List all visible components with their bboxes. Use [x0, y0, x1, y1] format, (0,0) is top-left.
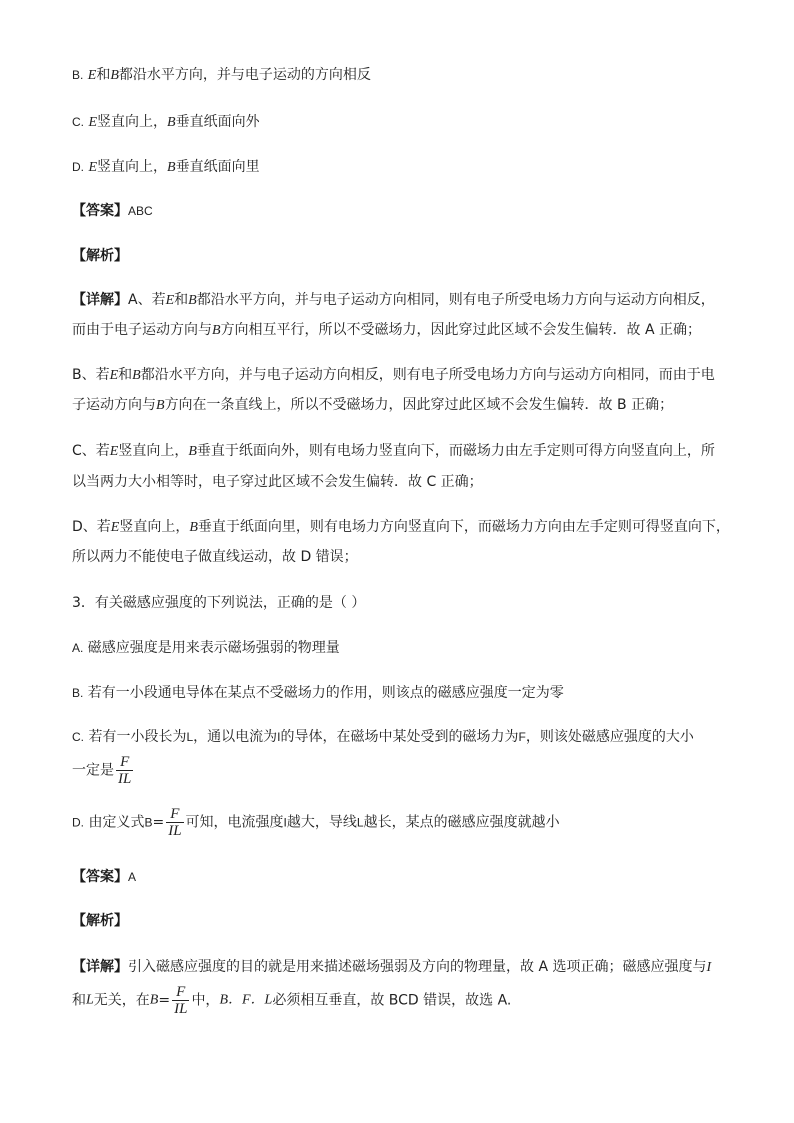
fraction-f-over-il: $\frac{F}{IL}$	[168, 806, 182, 839]
q2-option-d: D. E竖直向上，B垂直纸面向里	[72, 159, 260, 175]
q2-detail-p3-line1: C、若E竖直向上，B垂直于纸面向外，则有电场力竖直向下，而磁场力由左手定则可得方向竖直向上，所	[72, 443, 715, 459]
q3-analysis-label: 【解析】	[72, 913, 128, 929]
q3-detail-line2: 和L无关，在B= $\frac{F}{IL}$ 中，B．F．L必须相互垂直，故 BCD 错误，故选 A.	[72, 984, 512, 1017]
q3-option-a: A. 磁感应强度是用来表示磁场强弱的物理量	[72, 640, 340, 656]
q2-detail-p3-line2: 以当两力大小相等时，电子穿过此区域不会发生偏转．故 C 正确；	[72, 474, 483, 490]
q3-answer: 【答案】A	[72, 869, 137, 885]
q2-detail-p4-line1: D、若E竖直向上，B垂直于纸面向里，则有电场力方向竖直向下，而磁场力方向由左手定则可得竖直向下，	[72, 519, 730, 535]
q2-detail-p1-line2: 而由于电子运动方向与B方向相互平行，所以不受磁场力，因此穿过此区域不会发生偏转．故 A 正确；	[72, 322, 702, 338]
q3-stem: 3．有关磁感应强度的下列说法，正确的是（ ）	[72, 595, 366, 611]
fraction-f-over-il: $\frac{F}{IL}$	[174, 984, 188, 1017]
q2-analysis-label: 【解析】	[72, 248, 128, 264]
q3-option-c-line2: 一定是 $\frac{F}{IL}$	[72, 754, 132, 787]
q2-detail-p2-line1: B、若E和B都沿水平方向，并与电子运动方向相反，则有电子所受电场力方向与运动方向相同，而由于电	[72, 367, 715, 383]
q2-option-c: C. E竖直向上，B垂直纸面向外	[72, 114, 260, 130]
q2-answer: 【答案】ABC	[72, 203, 153, 219]
q2-detail-p2-line2: 子运动方向与B方向在一条直线上，所以不受磁场力，因此穿过此区域不会发生偏转．故 B 正确；	[72, 397, 674, 413]
q3-option-d: D. 由定义式B= $\frac{F}{IL}$ 可知，电流强度I越大，导线L越长，某点的磁感应强度就越小	[72, 806, 560, 839]
q2-detail-p4-line2: 所以两力不能使电子做直线运动，故 D 错误；	[72, 549, 358, 565]
q2-option-b: B. E和B都沿水平方向，并与电子运动的方向相反	[72, 67, 371, 83]
q3-option-b: B. 若有一小段通电导体在某点不受磁场力的作用，则该点的磁感应强度一定为零	[72, 685, 564, 701]
fraction-f-over-il: $\frac{F}{IL}$	[118, 754, 132, 787]
q3-detail-line1: 【详解】引入磁感应强度的目的就是用来描述磁场强弱及方向的物理量，故 A 选项正确；磁感应强度与I	[72, 959, 712, 975]
q3-option-c-line1: C. 若有一小段长为L，通以电流为I的导体，在磁场中某处受到的磁场力为F，则该处磁感应强度的大小	[72, 729, 694, 745]
q2-detail-p1-line1: 【详解】A、若E和B都沿水平方向，并与电子运动方向相同，则有电子所受电场力方向与运动方向相反，	[72, 292, 715, 308]
